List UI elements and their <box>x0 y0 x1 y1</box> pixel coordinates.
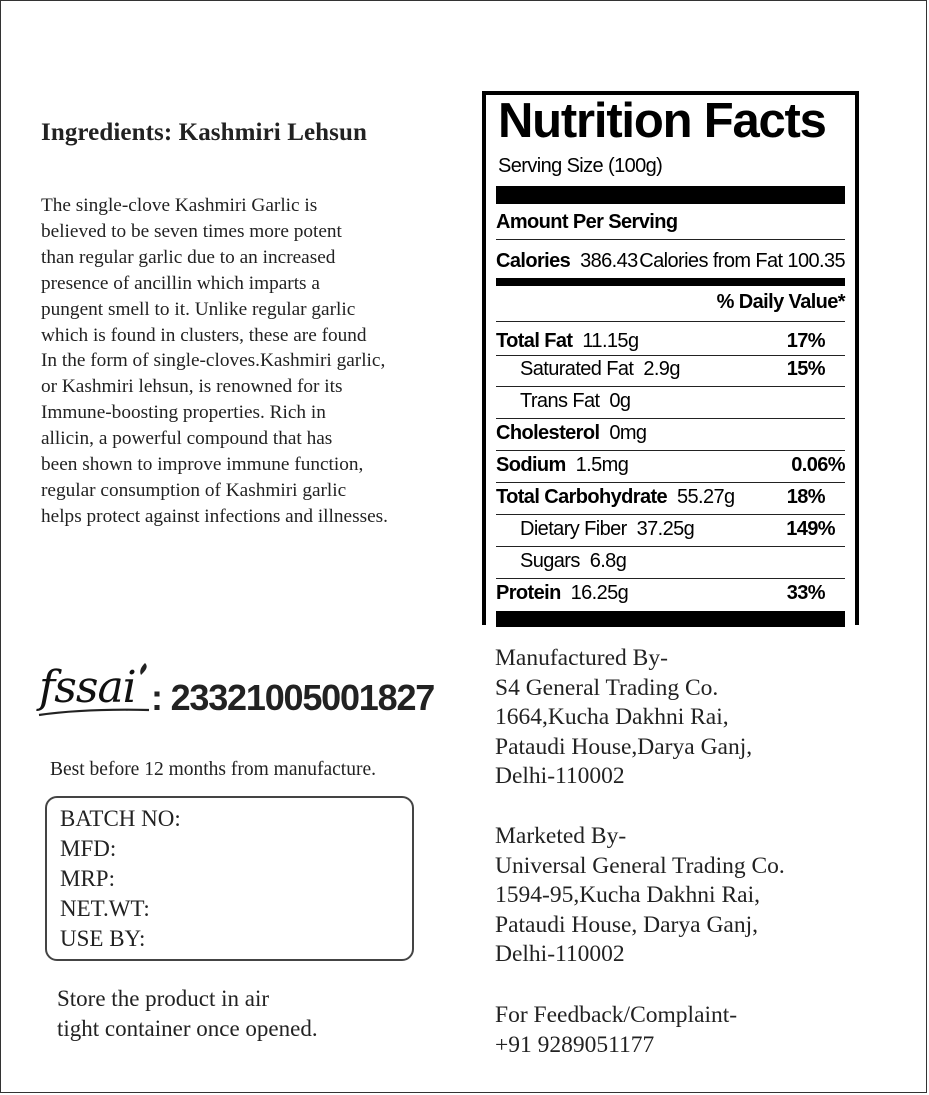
ingredients-line: which is found in clusters, these are found <box>41 324 367 346</box>
nutrient-value: 0mg <box>604 422 647 444</box>
medium-divider <box>496 278 845 286</box>
nutrient-value: 1.5mg <box>570 454 629 476</box>
nutrition-facts-title: Nutrition Facts <box>498 94 826 148</box>
nutrient-row-protein <box>496 582 845 605</box>
ingredients-line: The single-clove Kashmiri Garlic is <box>41 195 318 216</box>
batch-field-label: MFD: <box>60 836 117 861</box>
rule-divider <box>496 418 845 419</box>
nutrient-row-dietary-fiber <box>496 518 845 541</box>
storage-instructions <box>57 984 318 1044</box>
manufacturer-line: Delhi-110002 <box>495 763 625 789</box>
feedback-phone: +91 9289051177 <box>495 1031 655 1058</box>
fssai-logo-mark-icon <box>37 659 152 721</box>
nutrient-daily-percent: 17% <box>786 330 825 352</box>
nutrient-daily-percent: 33% <box>786 582 825 604</box>
nutrient-row-cholesterol <box>496 422 845 445</box>
manufacturer-info <box>495 644 752 792</box>
calories-from-fat: Calories from Fat 100.35 <box>639 250 845 272</box>
nutrient-daily-percent: 15% <box>786 358 825 380</box>
batch-info-fields <box>60 804 181 954</box>
rule-divider <box>496 355 845 356</box>
batch-field-label: MRP: <box>60 866 115 891</box>
marketer-line: Universal General Trading Co. <box>495 852 785 879</box>
nutrient-row-trans-fat <box>496 390 845 413</box>
ingredients-line: pungent smell to it. Unlike regular garlic <box>41 298 356 320</box>
fssai-license-number: : 23321005001827 <box>151 677 435 718</box>
calories-label: Calories <box>496 250 571 272</box>
ingredients-line: or Kashmiri lehsun, is renowned for its <box>41 376 343 398</box>
nutrient-daily-percent: 18% <box>786 486 825 508</box>
nutrient-value: 55.27g <box>672 486 735 508</box>
rule-divider <box>496 239 845 240</box>
feedback-line: For Feedback/Complaint- <box>495 1002 738 1028</box>
nutrient-row-sodium <box>496 454 845 477</box>
nutrient-label: Trans Fat <box>520 390 600 412</box>
batch-field-label: BATCH NO: <box>60 806 181 831</box>
nutrient-value: 11.15g <box>577 330 639 352</box>
calories-value: 386.43 <box>575 250 638 272</box>
rule-divider <box>496 482 845 483</box>
thick-divider <box>496 611 845 627</box>
nutrient-label: Sugars <box>520 550 580 572</box>
rule-divider <box>496 321 845 322</box>
storage-line: Store the product in air <box>57 986 270 1011</box>
ingredients-line: allicin, a powerful compound that has <box>41 428 333 450</box>
marketer-line: Delhi-110002 <box>495 941 625 967</box>
nutrient-label: Sodium <box>496 454 566 476</box>
rule-divider <box>496 578 845 579</box>
thick-divider <box>496 186 845 204</box>
manufacturer-line: Pataudi House,Darya Ganj, <box>495 733 753 760</box>
storage-line: tight container once opened. <box>57 1016 318 1041</box>
ingredients-line: been shown to improve immune function, <box>41 454 364 476</box>
ingredients-title: Ingredients: Kashmiri Lehsun <box>41 119 368 146</box>
nutrient-label: Dietary Fiber <box>520 518 627 540</box>
nutrient-row-total-fat <box>496 330 845 353</box>
fssai-logo: fssai <box>39 662 136 713</box>
marketer-info <box>495 822 785 970</box>
rule-divider <box>496 514 845 515</box>
nutrient-row-sugars <box>496 550 845 573</box>
serving-size: Serving Size (100g) <box>498 155 663 177</box>
nutrient-label: Saturated Fat <box>520 358 634 380</box>
manufacturer-line: Manufactured By- <box>495 645 668 671</box>
rule-divider <box>496 546 845 547</box>
daily-value-header: % Daily Value* <box>716 291 845 313</box>
ingredients-description <box>41 193 481 530</box>
rule-divider <box>496 386 845 387</box>
nutrient-value: 16.25g <box>565 582 629 604</box>
ingredients-line: In the form of single-cloves.Kashmiri garlic, <box>41 350 386 372</box>
batch-field-label: USE BY: <box>60 926 146 951</box>
nutrient-value: 0g <box>604 390 631 412</box>
nutrient-daily-percent: 0.06% <box>791 454 845 476</box>
calories-row <box>496 250 845 273</box>
best-before-note: Best before 12 months from manufacture. <box>50 759 376 780</box>
nutrient-label: Protein <box>496 582 561 604</box>
nutrient-value: 37.25g <box>631 518 695 540</box>
nutrient-daily-percent: 149% <box>786 518 835 540</box>
nutrient-label: Total Fat <box>496 330 573 352</box>
ingredients-line: regular consumption of Kashmiri garlic <box>41 479 347 501</box>
ingredients-line: helps protect against infections and illnesses. <box>41 505 388 527</box>
nutrient-row-saturated-fat <box>496 358 845 381</box>
nutrient-label: Cholesterol <box>496 422 600 444</box>
nutrition-facts-panel <box>482 91 859 625</box>
nutrient-value: 2.9g <box>638 358 680 380</box>
ingredients-line: Immune-boosting properties. Rich in <box>41 402 326 424</box>
marketer-line: Marketed By- <box>495 823 627 849</box>
feedback-info <box>495 1001 737 1060</box>
ingredients-line: believed to be seven times more potent <box>41 220 342 242</box>
manufacturer-line: 1664,Kucha Dakhni Rai, <box>495 704 729 730</box>
manufacturer-line: S4 General Trading Co. <box>495 674 719 701</box>
marketer-line: 1594-95,Kucha Dakhni Rai, <box>495 882 760 908</box>
amount-per-serving: Amount Per Serving <box>496 211 678 233</box>
rule-divider <box>496 450 845 451</box>
nutrient-value: 6.8g <box>584 550 627 572</box>
ingredients-line: than regular garlic due to an increased <box>41 246 336 268</box>
batch-field-label: NET.WT: <box>60 896 150 921</box>
nutrient-row-total-carbohydrate <box>496 486 845 509</box>
marketer-line: Pataudi House, Darya Ganj, <box>495 911 758 938</box>
nutrient-label: Total Carbohydrate <box>496 486 668 508</box>
ingredients-line: presence of ancillin which imparts a <box>41 272 320 294</box>
